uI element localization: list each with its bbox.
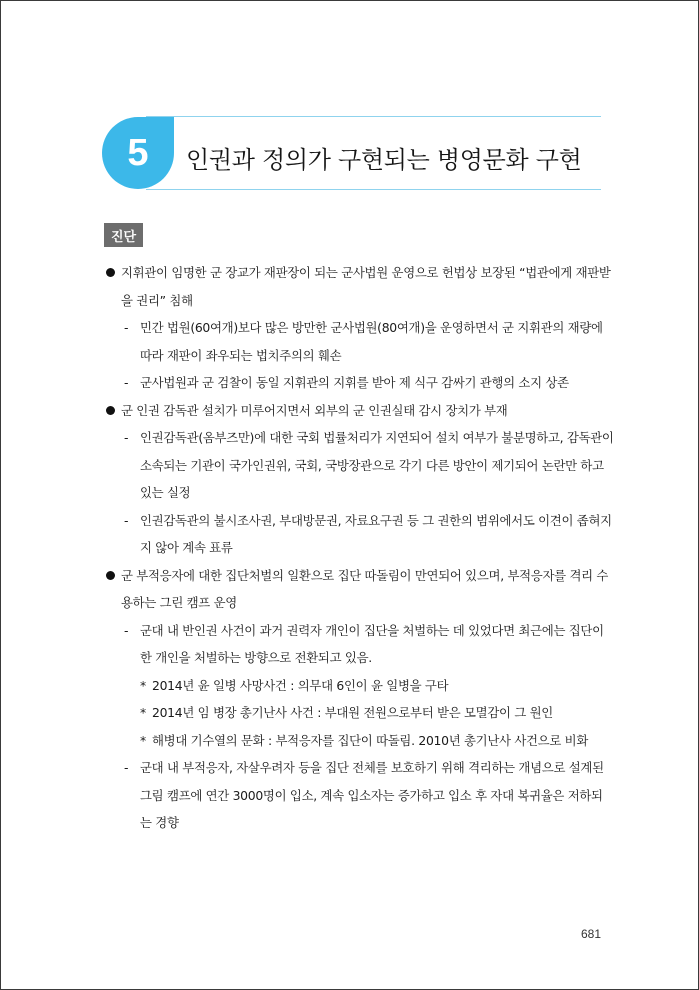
sub-item-text: 군대 내 부적응자, 자살우려자 등을 집단 전체를 보호하기 위해 격리하는 개념으로 설계된 그림 캠프에 연간 3000명이 입소, 계속 입소자는 증가하고 입소 후 자대 복귀율은 저하되는 경향 bbox=[140, 760, 604, 830]
header-rule-bottom bbox=[146, 189, 601, 190]
bullet-item bbox=[104, 562, 614, 617]
sub-item bbox=[104, 617, 614, 672]
sub-item-text: 군대 내 반인권 사건이 과거 권력자 개인이 집단을 처벌하는 데 있었다면 최근에는 집단이 한 개인을 처벌하는 방향으로 전환되고 있음. bbox=[140, 622, 604, 665]
dash-icon: - bbox=[124, 512, 129, 528]
dash-icon: - bbox=[124, 760, 129, 775]
sub-item-text: 군사법원과 군 검찰이 동일 지휘관의 지휘를 받아 제 식구 감싸기 관행의 소지 상존 bbox=[140, 375, 569, 390]
sub-item-text: 인권감독관(옴부즈만)에 대한 국회 법률처리가 지연되어 설치 여부가 불분명하고, 감독관이 소속되는 기관이 국가인권위, 국회, 국방장관으로 각기 다른 방안이 제기되어 논란만 하고 있는 실정 bbox=[140, 430, 614, 500]
note-item bbox=[104, 672, 614, 700]
asterisk-icon: * bbox=[140, 732, 146, 748]
bullet-text: 지휘관이 임명한 군 장교가 재판장이 되는 군사법원 운영으로 헌법상 보장된 “법관에게 재판받을 권리” 침해 bbox=[121, 265, 611, 308]
note-item bbox=[104, 699, 614, 727]
chapter-number-badge: 5 bbox=[102, 117, 174, 189]
note-text: 해병대 기수열의 문화 : 부적응자를 집단이 따돌림. 2010년 총기난사 사건으로 비화 bbox=[152, 732, 588, 748]
chapter-header bbox=[102, 116, 601, 192]
sub-item-text: 민간 법원(60여개)보다 많은 방만한 군사법원(80여개)을 운영하면서 군 지휘관의 재량에 따라 재판이 좌우되는 법치주의의 훼손 bbox=[140, 320, 603, 363]
sub-item bbox=[104, 369, 614, 397]
asterisk-icon: * bbox=[140, 677, 146, 693]
sub-item bbox=[104, 507, 614, 562]
asterisk-icon: * bbox=[140, 705, 146, 720]
note-text: 2014년 임 병장 총기난사 사건 : 부대원 전원으로부터 받은 모멸감이 그 원인 bbox=[152, 705, 553, 720]
bullet-dot-icon bbox=[106, 571, 115, 580]
section-tag: 진단 bbox=[104, 223, 143, 247]
bullet-item bbox=[104, 259, 614, 314]
bullet-text: 군 부적응자에 대한 집단처벌의 일환으로 집단 따돌림이 만연되어 있으며, 부적응자를 격리 수용하는 그린 캠프 운영 bbox=[121, 567, 609, 610]
page-number: 681 bbox=[581, 927, 602, 941]
dash-icon: - bbox=[124, 622, 129, 638]
sub-item-text: 인권감독관의 불시조사권, 부대방문권, 자료요구권 등 그 권한의 범위에서도 이견이 좁혀지지 않아 계속 표류 bbox=[140, 512, 612, 555]
bullet-text: 군 인권 감독관 설치가 미루어지면서 외부의 군 인권실태 감시 장치가 부재 bbox=[121, 402, 508, 418]
note-text: 2014년 윤 일병 사망사건 : 의무대 6인이 윤 일병을 구타 bbox=[152, 677, 449, 693]
bullet-item bbox=[104, 397, 614, 425]
sub-item bbox=[104, 424, 614, 507]
sub-item bbox=[104, 314, 614, 369]
sub-item bbox=[104, 754, 614, 837]
body-content bbox=[104, 259, 614, 837]
dash-icon: - bbox=[124, 375, 129, 390]
dash-icon: - bbox=[124, 430, 129, 445]
note-item bbox=[104, 727, 614, 755]
chapter-title: 인권과 정의가 구현되는 병영문화 구현 bbox=[186, 146, 582, 174]
bullet-dot-icon bbox=[106, 406, 115, 415]
header-rule-top bbox=[146, 116, 601, 117]
dash-icon: - bbox=[124, 320, 129, 335]
bullet-dot-icon bbox=[106, 268, 115, 277]
